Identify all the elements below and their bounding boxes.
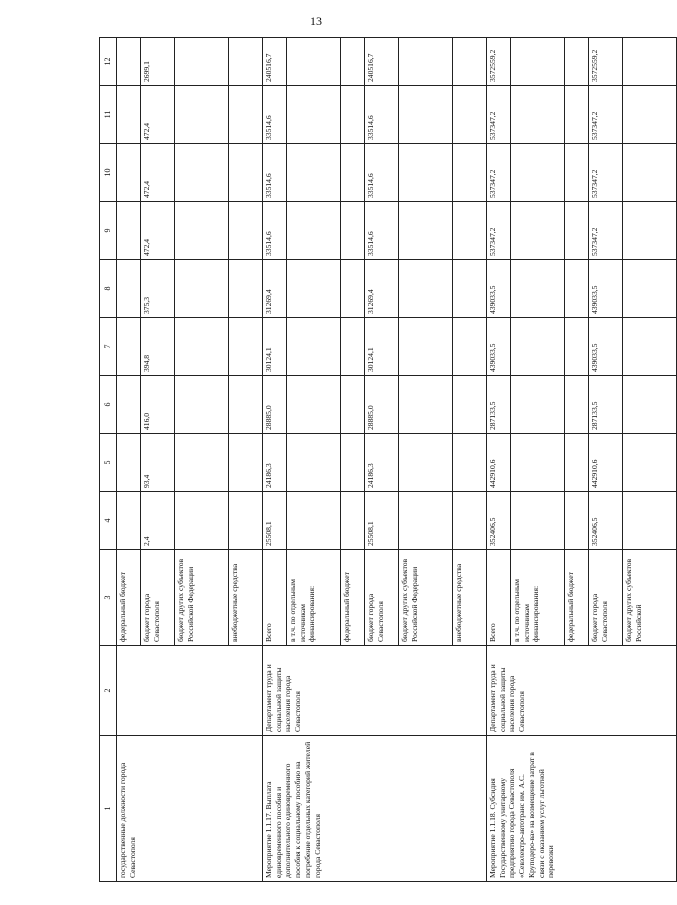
column-header: 11 xyxy=(100,86,117,144)
value-cell xyxy=(623,376,677,434)
value-cell xyxy=(287,492,341,550)
value-cell: 30124,1 xyxy=(365,318,399,376)
value-cell: 537347,2 xyxy=(487,144,511,202)
value-cell xyxy=(117,38,141,86)
value-cell: 93,4 xyxy=(141,434,175,492)
value-cell: 33514,6 xyxy=(365,86,399,144)
value-cell xyxy=(511,260,565,318)
value-cell xyxy=(453,202,487,260)
value-cell xyxy=(511,86,565,144)
value-cell xyxy=(399,492,453,550)
source-cell: внебюджетные средства xyxy=(453,550,487,646)
value-cell xyxy=(511,434,565,492)
value-cell xyxy=(399,86,453,144)
value-cell xyxy=(341,144,365,202)
value-cell xyxy=(399,376,453,434)
value-cell xyxy=(453,434,487,492)
column-header: 1 xyxy=(100,736,117,882)
value-cell xyxy=(399,38,453,86)
value-cell xyxy=(565,376,589,434)
value-cell xyxy=(399,202,453,260)
value-cell xyxy=(453,260,487,318)
rotated-table-container xyxy=(99,38,643,882)
source-cell: бюджет других субъектов Российской Федерации xyxy=(175,550,229,646)
value-cell xyxy=(341,492,365,550)
column-header: 6 xyxy=(100,376,117,434)
value-cell xyxy=(341,38,365,86)
column-header: 8 xyxy=(100,260,117,318)
value-cell xyxy=(511,202,565,260)
table-row xyxy=(487,38,511,882)
source-cell: бюджет других субъектов Российской xyxy=(623,550,677,646)
value-cell: 28885,0 xyxy=(365,376,399,434)
column-header: 10 xyxy=(100,144,117,202)
value-cell xyxy=(229,318,263,376)
value-cell xyxy=(287,434,341,492)
measure-cell: Мероприятие 1.1.17. Выплата единовременного пособия и дополнительного единовременного пособия к социальному пособию на погребение отдельных категорий жителей города Севастополя xyxy=(263,736,487,882)
value-cell: 416,0 xyxy=(141,376,175,434)
value-cell xyxy=(623,144,677,202)
value-cell xyxy=(287,202,341,260)
column-header: 7 xyxy=(100,318,117,376)
value-cell: 394,8 xyxy=(141,318,175,376)
source-cell: бюджет города Севастополя xyxy=(141,550,175,646)
value-cell: 240516,7 xyxy=(263,38,287,86)
value-cell xyxy=(117,144,141,202)
value-cell xyxy=(117,492,141,550)
value-cell: 537347,2 xyxy=(589,86,623,144)
value-cell xyxy=(623,260,677,318)
value-cell: 24186,3 xyxy=(365,434,399,492)
column-header: 9 xyxy=(100,202,117,260)
value-cell xyxy=(341,86,365,144)
value-cell: 287133,5 xyxy=(487,376,511,434)
value-cell xyxy=(399,144,453,202)
source-cell: федеральный бюджет xyxy=(117,550,141,646)
value-cell: 375,3 xyxy=(141,260,175,318)
value-cell xyxy=(175,86,229,144)
value-cell: 442910,6 xyxy=(487,434,511,492)
value-cell xyxy=(229,202,263,260)
value-cell xyxy=(565,144,589,202)
value-cell xyxy=(565,318,589,376)
value-cell xyxy=(565,260,589,318)
value-cell xyxy=(229,260,263,318)
value-cell xyxy=(287,260,341,318)
value-cell xyxy=(511,38,565,86)
value-cell xyxy=(399,260,453,318)
value-cell: 33514,6 xyxy=(263,202,287,260)
value-cell xyxy=(229,144,263,202)
value-cell xyxy=(175,318,229,376)
value-cell xyxy=(175,376,229,434)
value-cell xyxy=(117,260,141,318)
source-cell: внебюджетные средства xyxy=(229,550,263,646)
value-cell xyxy=(229,492,263,550)
value-cell xyxy=(511,376,565,434)
value-cell xyxy=(623,202,677,260)
value-cell xyxy=(511,492,565,550)
page-number: 13 xyxy=(310,14,322,28)
source-cell: бюджет города Севастополя xyxy=(589,550,623,646)
value-cell xyxy=(511,144,565,202)
value-cell: 33514,6 xyxy=(263,86,287,144)
value-cell xyxy=(623,492,677,550)
value-cell: 537347,2 xyxy=(589,202,623,260)
table-row xyxy=(263,38,287,882)
value-cell xyxy=(175,38,229,86)
column-header: 3 xyxy=(100,550,117,646)
header-row xyxy=(100,38,117,882)
column-header: 5 xyxy=(100,434,117,492)
source-cell: бюджет города Севастополя xyxy=(365,550,399,646)
source-cell: бюджет других субъектов Российской Федерации xyxy=(399,550,453,646)
source-cell: в т.ч. по отдельным источникам финансирования: xyxy=(287,550,341,646)
value-cell: 439033,5 xyxy=(487,318,511,376)
value-cell xyxy=(287,318,341,376)
value-cell: 31269,4 xyxy=(365,260,399,318)
value-cell xyxy=(565,202,589,260)
value-cell: 25508,1 xyxy=(365,492,399,550)
value-cell: 30124,1 xyxy=(263,318,287,376)
value-cell xyxy=(453,86,487,144)
value-cell xyxy=(453,38,487,86)
value-cell xyxy=(341,434,365,492)
column-header: 12 xyxy=(100,38,117,86)
value-cell xyxy=(341,318,365,376)
value-cell: 537347,2 xyxy=(487,202,511,260)
value-cell xyxy=(175,144,229,202)
value-cell: 31269,4 xyxy=(263,260,287,318)
value-cell: 472,4 xyxy=(141,144,175,202)
value-cell: 287133,5 xyxy=(589,376,623,434)
value-cell xyxy=(565,434,589,492)
executor-cell: Департамент труда и социальной защиты населения города Севастополя xyxy=(487,646,677,736)
value-cell: 33514,6 xyxy=(263,144,287,202)
value-cell xyxy=(175,202,229,260)
value-cell: 439033,5 xyxy=(589,260,623,318)
value-cell xyxy=(287,376,341,434)
executor-cell: Департамент труда и социальной защиты населения города Севастополя xyxy=(263,646,487,736)
value-cell xyxy=(117,86,141,144)
source-cell: федеральный бюджет xyxy=(341,550,365,646)
value-cell: 352406,5 xyxy=(589,492,623,550)
value-cell xyxy=(341,260,365,318)
value-cell xyxy=(229,434,263,492)
value-cell xyxy=(453,492,487,550)
measure-cell: государственные должности города Севастополя xyxy=(117,736,263,882)
value-cell: 442910,6 xyxy=(589,434,623,492)
value-cell xyxy=(623,318,677,376)
value-cell: 439033,5 xyxy=(487,260,511,318)
value-cell xyxy=(623,38,677,86)
value-cell: 25508,1 xyxy=(263,492,287,550)
value-cell xyxy=(453,318,487,376)
value-cell xyxy=(175,434,229,492)
source-cell: федеральный бюджет xyxy=(565,550,589,646)
value-cell xyxy=(453,144,487,202)
value-cell: 28885,0 xyxy=(263,376,287,434)
value-cell xyxy=(565,38,589,86)
value-cell: 2699,1 xyxy=(141,38,175,86)
value-cell: 2,4 xyxy=(141,492,175,550)
value-cell: 33514,6 xyxy=(365,144,399,202)
value-cell xyxy=(453,376,487,434)
value-cell: 537347,2 xyxy=(487,86,511,144)
value-cell xyxy=(117,434,141,492)
source-cell: Всего xyxy=(263,550,287,646)
table-row xyxy=(117,38,141,882)
value-cell: 33514,6 xyxy=(365,202,399,260)
value-cell xyxy=(117,318,141,376)
value-cell xyxy=(623,434,677,492)
value-cell xyxy=(511,318,565,376)
value-cell xyxy=(117,202,141,260)
source-cell: в т.ч. по отдельным источникам финансирования: xyxy=(511,550,565,646)
value-cell: 439033,5 xyxy=(589,318,623,376)
value-cell xyxy=(399,434,453,492)
value-cell xyxy=(341,376,365,434)
value-cell xyxy=(287,144,341,202)
value-cell xyxy=(287,86,341,144)
value-cell xyxy=(565,86,589,144)
value-cell xyxy=(399,318,453,376)
value-cell: 240516,7 xyxy=(365,38,399,86)
value-cell: 3572559,2 xyxy=(589,38,623,86)
executor-cell xyxy=(117,646,263,736)
value-cell xyxy=(175,492,229,550)
value-cell xyxy=(117,376,141,434)
value-cell xyxy=(565,492,589,550)
measure-cell: Мероприятие 1.1.18. Субсидия Государственному унитарному предприятию города Севастополя «Севэлектро-автотранс им. А.С. Круподеро-ва» на возмещение затрат в связи с оказанием услуг льготной перевозки xyxy=(487,736,677,882)
value-cell xyxy=(229,376,263,434)
value-cell: 537347,2 xyxy=(589,144,623,202)
value-cell: 24186,3 xyxy=(263,434,287,492)
value-cell: 3572559,2 xyxy=(487,38,511,86)
value-cell xyxy=(341,202,365,260)
value-cell xyxy=(287,38,341,86)
financing-table xyxy=(99,37,677,882)
column-header: 2 xyxy=(100,646,117,736)
value-cell xyxy=(229,86,263,144)
value-cell: 472,4 xyxy=(141,202,175,260)
source-cell: Всего xyxy=(487,550,511,646)
column-header: 4 xyxy=(100,492,117,550)
value-cell xyxy=(175,260,229,318)
value-cell xyxy=(623,86,677,144)
value-cell: 352406,5 xyxy=(487,492,511,550)
value-cell: 472,4 xyxy=(141,86,175,144)
value-cell xyxy=(229,38,263,86)
